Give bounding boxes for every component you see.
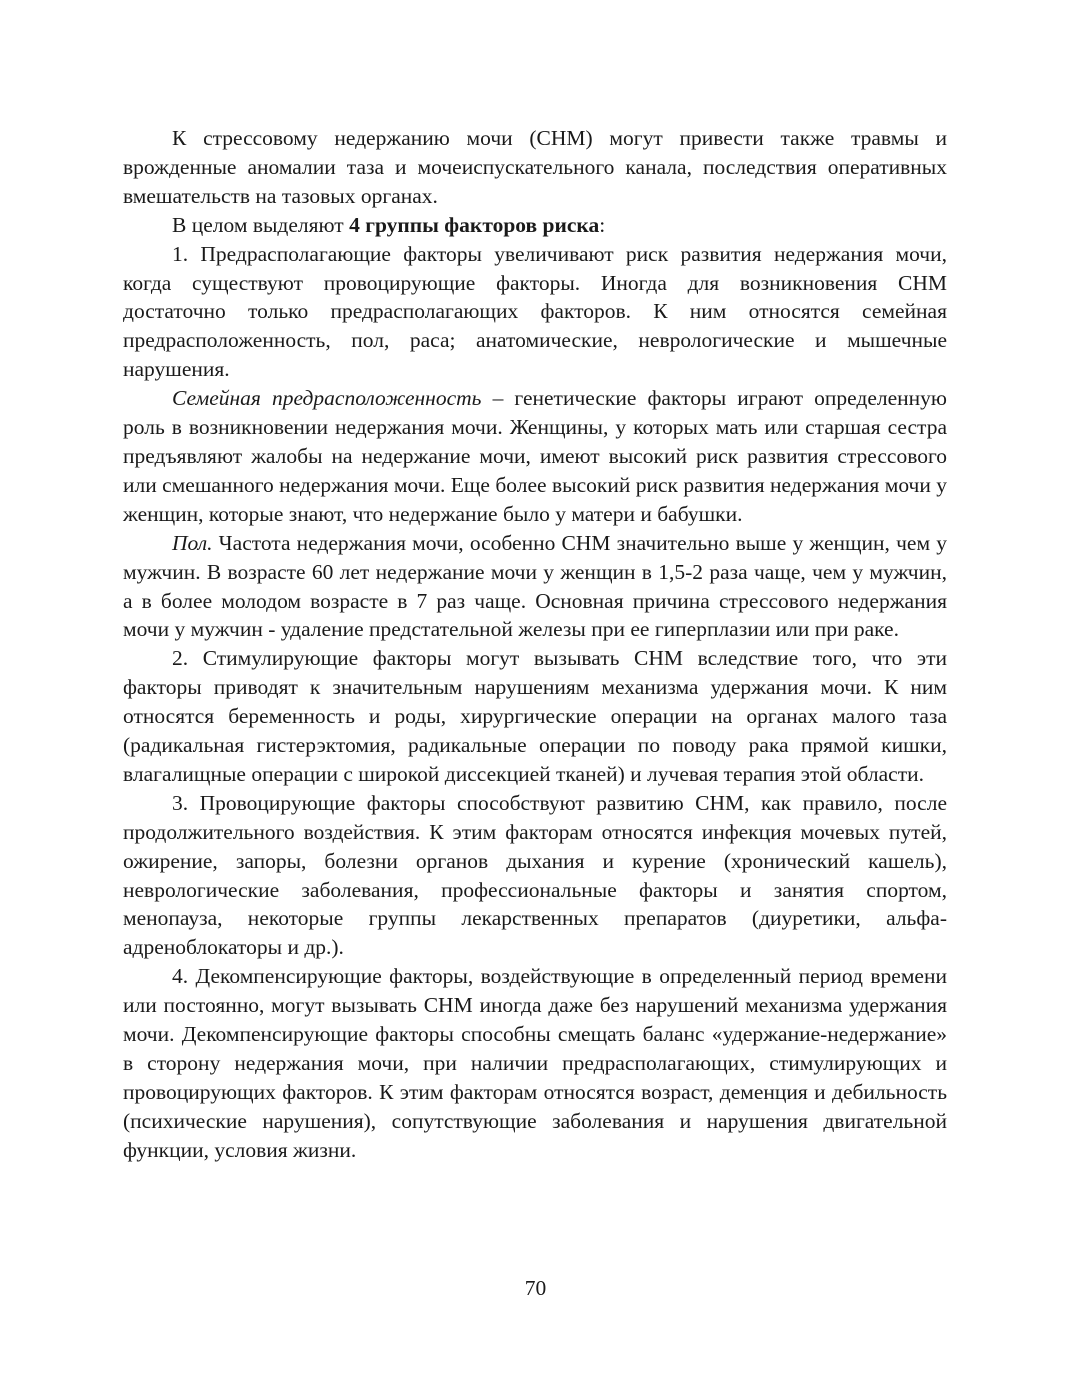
family-text: – генетические факторы играют определенную роль в возникновении недержания мочи. Женщины, у которых мать или старшая сестра предъявляют жалобы на недержание мочи, имеют высокий риск развития стрессового или смешанного недержания мочи. Еще более высокий риск развития недержания мочи у женщин, которые знают, что недержание было у матери и бабушки.	[123, 386, 947, 526]
paragraph-predisposing: 1. Предрасполагающие факторы увеличивают риск развития недержания мочи, когда существуют провоцирующие факторы. Иногда для возникновения СНМ достаточно только предрасполагающих факторов. К ним относятся семейная предрасположенность, пол, раса; анатомические, неврологические и мышечные нарушения.	[123, 241, 947, 382]
sex-text: Частота недержания мочи, особенно СНМ значительно выше у женщин, чем у мужчин. В возрасте 60 лет недержание мочи у женщин в 1,5-2 раза чаще, чем у мужчин, а в более молодом возрасте в 7 раз чаще. Основная причина стрессового недержания мочи у мужчин - удаление предстательной железы при ее гиперплазии или при раке.	[123, 530, 947, 642]
page-body	[123, 124, 947, 1165]
page-number: 70	[524, 1276, 547, 1300]
sex-term: Пол.	[172, 530, 213, 555]
risk-groups-bold: 4 группы факторов риска	[349, 212, 600, 237]
paragraph-stimulating: 2. Стимулирующие факторы могут вызывать СНМ вследствие того, что эти факторы приводят к значительным нарушениям механизма удержания мочи. К ним относятся беременность и роды, хирургические операции на органах малого таза (радикальная гистерэктомия, радикальные операции по поводу рака прямой кишки, влагалищные операции с широкой диссекцией тканей) и лучевая терапия этой области.	[123, 646, 947, 786]
risk-groups-tail: :	[599, 212, 606, 237]
risk-groups-lead: В целом выделяют	[172, 212, 350, 237]
paragraph-risk-groups	[123, 211, 947, 240]
paragraph-decompensating: 4. Декомпенсирующие факторы, воздействующие в определенный период времени или постоянно, могут вызывать СНМ иногда даже без нарушений механизма удержания мочи. Декомпенсирующие факторы способны смещать баланс «удержание-недержание» в сторону недержания мочи, при наличии предрасполагающих, стимулирующих и провоцирующих факторов. К этим факторам относятся возраст, деменция и дебильность (психические нарушения), сопутствующие заболевания и нарушения двигательной функции, условия жизни.	[123, 964, 947, 1162]
paragraph-intro: К стрессовому недержанию мочи (СНМ) могут привести также травмы и врожденные аномалии таза и мочеиспускательного канала, последствия оперативных вмешательств на тазовых органах.	[123, 126, 947, 208]
family-term: Семейная предрасположенность	[172, 386, 482, 411]
paragraph-provoking: 3. Провоцирующие факторы способствуют развитию СНМ, как правило, после продолжительного воздействия. К этим факторам относятся инфекция мочевых путей, ожирение, запоры, болезни органов дыхания и курение (хронический кашель), неврологические заболевания, профессиональные факторы и занятия спортом, менопауза, некоторые группы лекарственных препаратов (диуретики, альфа-адреноблокаторы и др.).	[123, 790, 947, 960]
paragraph-sex	[123, 529, 947, 645]
paragraph-family	[123, 384, 947, 529]
